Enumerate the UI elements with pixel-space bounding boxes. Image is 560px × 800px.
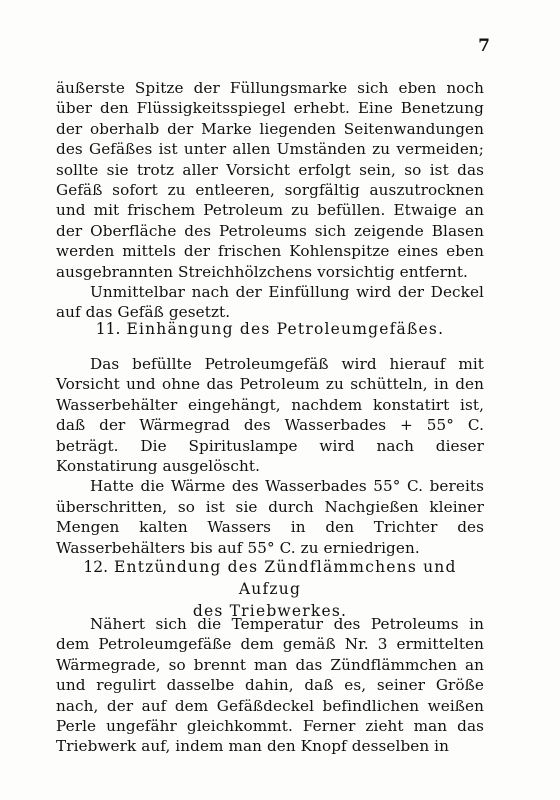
section-11-text <box>56 354 484 558</box>
section-title-line-2: des Triebwerkes. <box>192 602 348 620</box>
paragraph: äußerste Spitze der Füllungsmarke sich eben noch über den Flüssigkeitsspiegel erhebt. Eine Benetzung der oberhalb der Marke liegenden Seitenwandungen des Gefäßes ist unter allen Umständen zu vermeiden; sollte sie trotz aller Vorsicht erfolgt sein, so ist das Gefäß sofort zu entleeren, sorgfältig auszutrocknen und mit frischem Petroleum zu befüllen. Etwaige an der Oberfläche des Petroleums sich zeigende Blasen werden mittels der frischen Kohlenspitze eines eben ausgebrannten Streichhölzchens vorsichtig entfernt. <box>56 79 484 281</box>
paragraph: Das befüllte Petroleumgefäß wird hierauf mit Vorsicht und ohne das Petroleum zu schütteln, in den Wasserbehälter eingehängt, nachdem konstatirt ist, daß der Wärmegrad des Wasserbades + 55° C. beträgt. Die Spirituslampe wird nach dieser Konstatirung ausgelöscht. <box>56 355 484 476</box>
intro-text-block <box>56 78 484 323</box>
section-heading-12 <box>56 556 484 622</box>
section-title-line-1: Entzündung des Zündflämmchens und Aufzug <box>114 558 457 598</box>
paragraph: Nähert sich die Temperatur des Petroleums in dem Petroleumgefäße dem gemäß Nr. 3 ermittelten Wärmegrade, so brennt man das Zündflämmchen an und regulirt dasselbe dahin, daß es, seiner Größe nach, der auf dem Gefäßdeckel befindlichen weißen Perle ungefähr gleichkommt. Ferner zieht man das Triebwerk auf, indem man den Knopf desselben in <box>56 615 484 756</box>
paragraph: Hatte die Wärme des Wasserbades 55° C. bereits überschritten, so ist sie durch Nachgießen kleiner Mengen kalten Wassers in den Trichter des Wasserbehälters bis auf 55° C. zu erniedrigen. <box>56 477 484 557</box>
section-12-text <box>56 614 484 757</box>
section-title: Einhängung des Petroleumgefäßes. <box>126 320 445 338</box>
section-number: 11. <box>95 320 121 338</box>
section-number: 12. <box>83 558 109 576</box>
section-heading-11 <box>56 318 484 340</box>
page-number: 7 <box>478 36 490 56</box>
paragraph: Unmittelbar nach der Einfüllung wird der Deckel auf das Gefäß gesetzt. <box>56 283 484 322</box>
